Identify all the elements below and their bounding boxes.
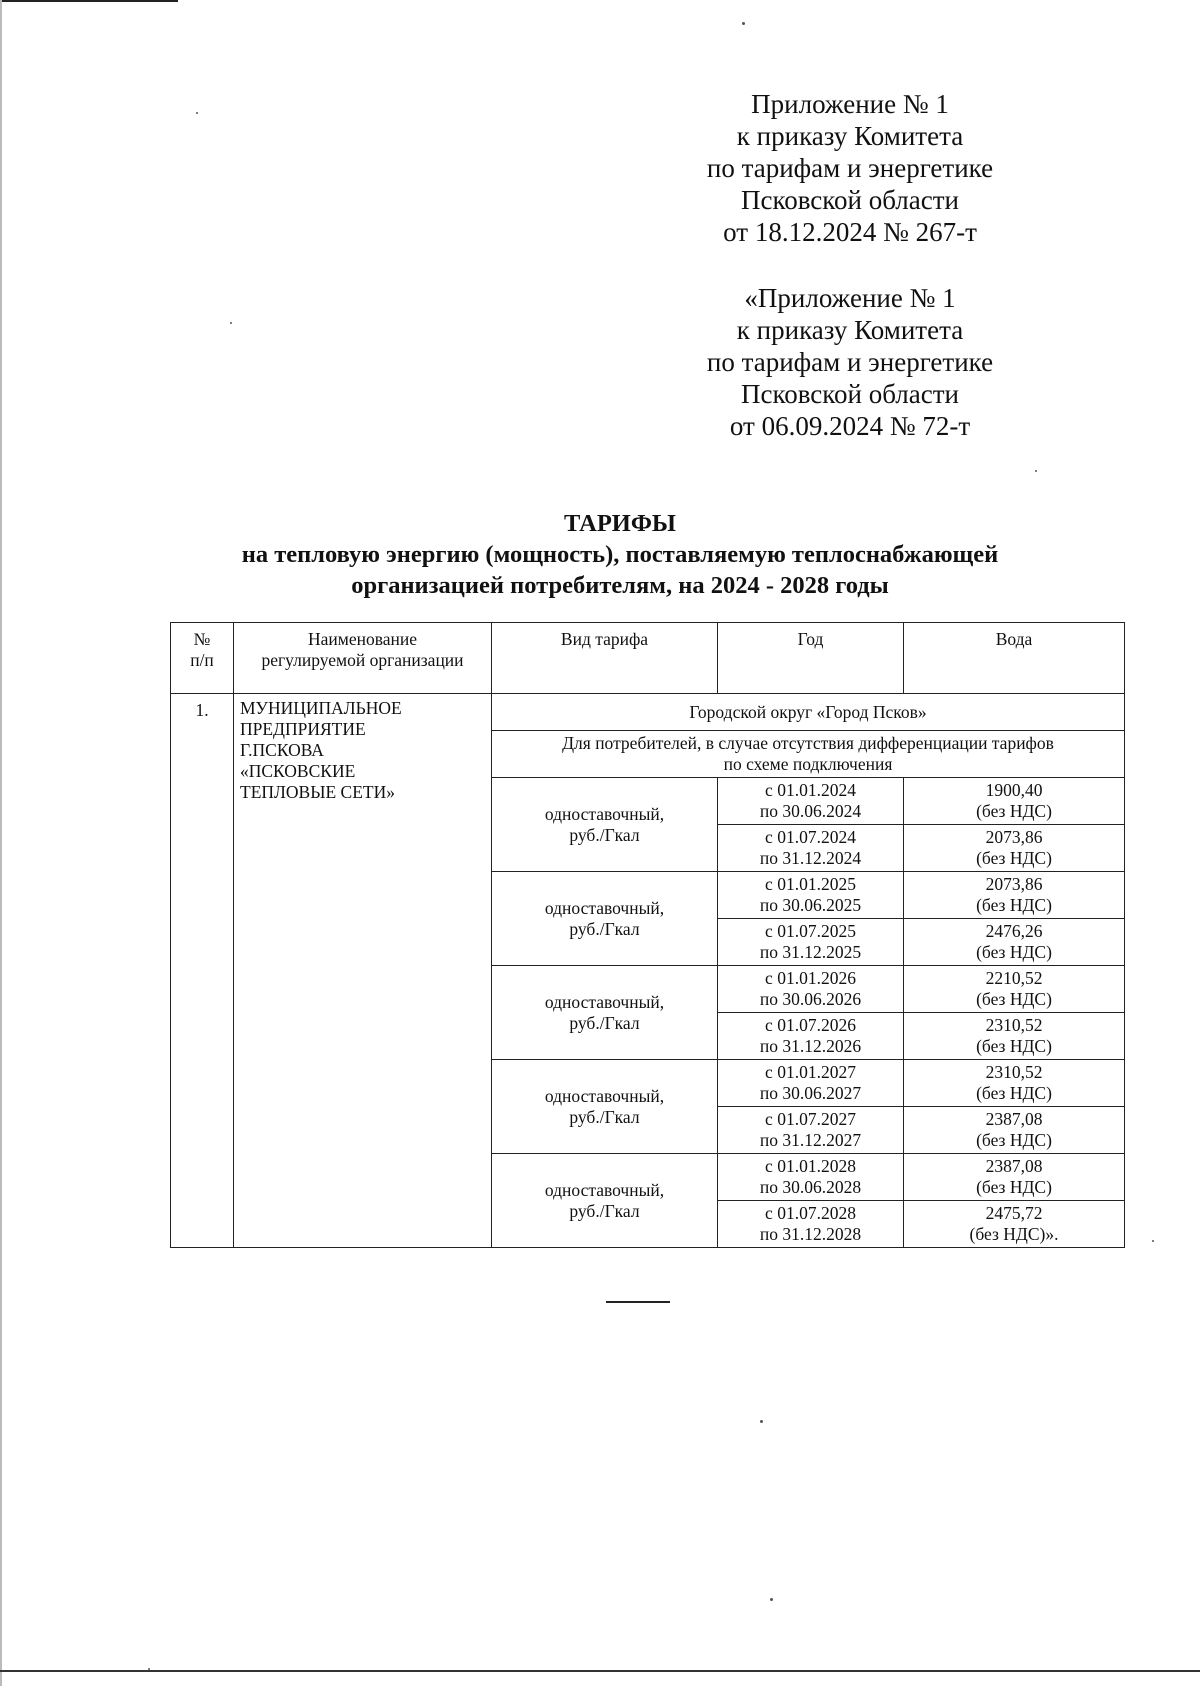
period-to: по 31.12.2028 — [759, 1224, 862, 1244]
period — [718, 825, 904, 872]
title-line: ТАРИФЫ — [564, 510, 676, 537]
period — [718, 778, 904, 825]
tariff-value: 2310,52 — [985, 1015, 1043, 1035]
header-line: Псковской области — [740, 379, 959, 409]
water-tariff — [904, 1201, 1125, 1248]
header-line: Приложение № 1 — [751, 89, 949, 119]
tariff-type-line: одноставочный, — [544, 991, 665, 1012]
organization-name — [234, 694, 492, 1248]
tariff-note: (без НДС)». — [969, 1224, 1059, 1244]
scan-speck — [1035, 470, 1037, 472]
header-org-line: Наименование — [307, 629, 418, 649]
tariff-note: (без НДС) — [976, 989, 1052, 1009]
period — [718, 1201, 904, 1248]
scan-speck — [760, 1420, 763, 1423]
period-to: по 30.06.2025 — [759, 895, 862, 915]
header-line: Псковской области — [740, 185, 959, 215]
water-tariff — [904, 919, 1125, 966]
document-title — [130, 508, 1110, 601]
period-from: с 01.01.2026 — [765, 968, 856, 988]
period — [718, 1107, 904, 1154]
water-tariff — [904, 1154, 1125, 1201]
tariff-type-unit: руб./Гкал — [569, 824, 640, 845]
period — [718, 872, 904, 919]
header-num-line: № — [193, 629, 211, 649]
header-num-line: п/п — [190, 650, 214, 670]
header-year: Год — [718, 623, 904, 694]
header-line: от 06.09.2024 № 72-т — [729, 411, 971, 441]
period-from: с 01.07.2026 — [765, 1015, 856, 1035]
consumer-line: Для потребителей, в случае отсутствия дифференциации тарифов — [562, 733, 1054, 753]
tariff-type-line: одноставочный, — [544, 1179, 665, 1200]
water-tariff — [904, 1060, 1125, 1107]
tariff-value: 2073,86 — [985, 874, 1043, 894]
title-line: на тепловую энергию (мощность), поставляемую теплоснабжающей — [241, 541, 999, 568]
scan-speck — [196, 112, 198, 114]
org-line: МУНИЦИПАЛЬНОЕ — [240, 698, 402, 718]
header-line: по тарифам и энергетике — [706, 153, 994, 183]
period-from: с 01.01.2024 — [765, 780, 856, 800]
row-number: 1. — [171, 694, 234, 1248]
header-line: к приказу Комитета — [736, 121, 964, 151]
table-header-row — [171, 623, 1125, 694]
tariff-type-line: одноставочный, — [544, 1085, 665, 1106]
water-tariff — [904, 825, 1125, 872]
period-from: с 01.01.2027 — [765, 1062, 856, 1082]
appendix-header-current — [600, 88, 1100, 248]
org-line: Г.ПСКОВА — [240, 740, 324, 760]
header-line: по тарифам и энергетике — [706, 347, 994, 377]
period-from: с 01.07.2028 — [765, 1203, 856, 1223]
period-to: по 31.12.2026 — [759, 1036, 862, 1056]
tariff-type — [492, 1154, 718, 1248]
scan-speck — [742, 22, 745, 25]
period-to: по 31.12.2024 — [759, 848, 862, 868]
water-tariff — [904, 872, 1125, 919]
period-to: по 31.12.2027 — [759, 1130, 862, 1150]
org-line: ПРЕДПРИЯТИЕ — [240, 719, 366, 739]
tariff-type-unit: руб./Гкал — [569, 918, 640, 939]
tariff-type-line: одноставочный, — [544, 897, 665, 918]
tariff-value: 2476,26 — [985, 921, 1043, 941]
tariff-value: 2387,08 — [985, 1109, 1043, 1129]
period-from: с 01.07.2025 — [765, 921, 856, 941]
period-to: по 31.12.2025 — [759, 942, 862, 962]
tariff-table — [170, 622, 1125, 1248]
tariff-type-unit: руб./Гкал — [569, 1106, 640, 1127]
tariff-value: 2475,72 — [985, 1203, 1043, 1223]
scan-edge-left — [0, 0, 2, 1686]
tariff-note: (без НДС) — [976, 942, 1052, 962]
tariff-note: (без НДС) — [976, 848, 1052, 868]
period-to: по 30.06.2024 — [759, 801, 862, 821]
period — [718, 919, 904, 966]
tariff-value: 1900,40 — [985, 780, 1043, 800]
period — [718, 966, 904, 1013]
water-tariff — [904, 1107, 1125, 1154]
tariff-note: (без НДС) — [976, 895, 1052, 915]
org-line: «ПСКОВСКИЕ — [240, 761, 356, 781]
scan-speck — [1152, 1240, 1154, 1242]
header-tariff-type: Вид тарифа — [492, 623, 718, 694]
header-water: Вода — [904, 623, 1125, 694]
tariff-value: 2310,52 — [985, 1062, 1043, 1082]
header-num — [171, 623, 234, 694]
scan-speck — [770, 1598, 773, 1601]
table-row — [171, 694, 1125, 731]
tariff-note: (без НДС) — [976, 801, 1052, 821]
header-org-line: регулируемой организации — [261, 650, 464, 670]
header-line: к приказу Комитета — [736, 315, 964, 345]
tariff-type — [492, 872, 718, 966]
consumer-category — [492, 731, 1125, 778]
scan-edge-top — [0, 0, 178, 2]
tariff-note: (без НДС) — [976, 1177, 1052, 1197]
period-to: по 30.06.2027 — [759, 1083, 862, 1103]
header-line: «Приложение № 1 — [744, 283, 956, 313]
closing-rule — [606, 1301, 670, 1303]
tariff-type — [492, 966, 718, 1060]
appendix-header-previous — [600, 282, 1100, 442]
period — [718, 1154, 904, 1201]
period-to: по 30.06.2028 — [759, 1177, 862, 1197]
water-tariff — [904, 966, 1125, 1013]
scan-speck — [148, 1668, 150, 1670]
org-line: ТЕПЛОВЫЕ СЕТИ» — [240, 782, 395, 802]
tariff-value: 2387,08 — [985, 1156, 1043, 1176]
tariff-note: (без НДС) — [976, 1130, 1052, 1150]
tariff-type-unit: руб./Гкал — [569, 1012, 640, 1033]
period-from: с 01.01.2028 — [765, 1156, 856, 1176]
scan-edge-bottom — [0, 1670, 1200, 1672]
consumer-line: по схеме подключения — [723, 754, 893, 774]
tariff-type — [492, 778, 718, 872]
title-line: организацией потребителям, на 2024 - 2028 годы — [351, 572, 889, 599]
tariff-note: (без НДС) — [976, 1036, 1052, 1056]
period-from: с 01.07.2024 — [765, 827, 856, 847]
header-line: от 18.12.2024 № 267-т — [723, 217, 977, 247]
period-from: с 01.01.2025 — [765, 874, 856, 894]
water-tariff — [904, 1013, 1125, 1060]
water-tariff — [904, 778, 1125, 825]
tariff-value: 2073,86 — [985, 827, 1043, 847]
tariff-type — [492, 1060, 718, 1154]
period — [718, 1013, 904, 1060]
tariff-type-line: одноставочный, — [544, 803, 665, 824]
period-to: по 30.06.2026 — [759, 989, 862, 1009]
municipality: Городской округ «Город Псков» — [492, 694, 1125, 731]
period — [718, 1060, 904, 1107]
header-org — [234, 623, 492, 694]
tariff-note: (без НДС) — [976, 1083, 1052, 1103]
tariff-value: 2210,52 — [985, 968, 1043, 988]
period-from: с 01.07.2027 — [765, 1109, 856, 1129]
scan-speck — [230, 322, 232, 324]
tariff-type-unit: руб./Гкал — [569, 1200, 640, 1221]
